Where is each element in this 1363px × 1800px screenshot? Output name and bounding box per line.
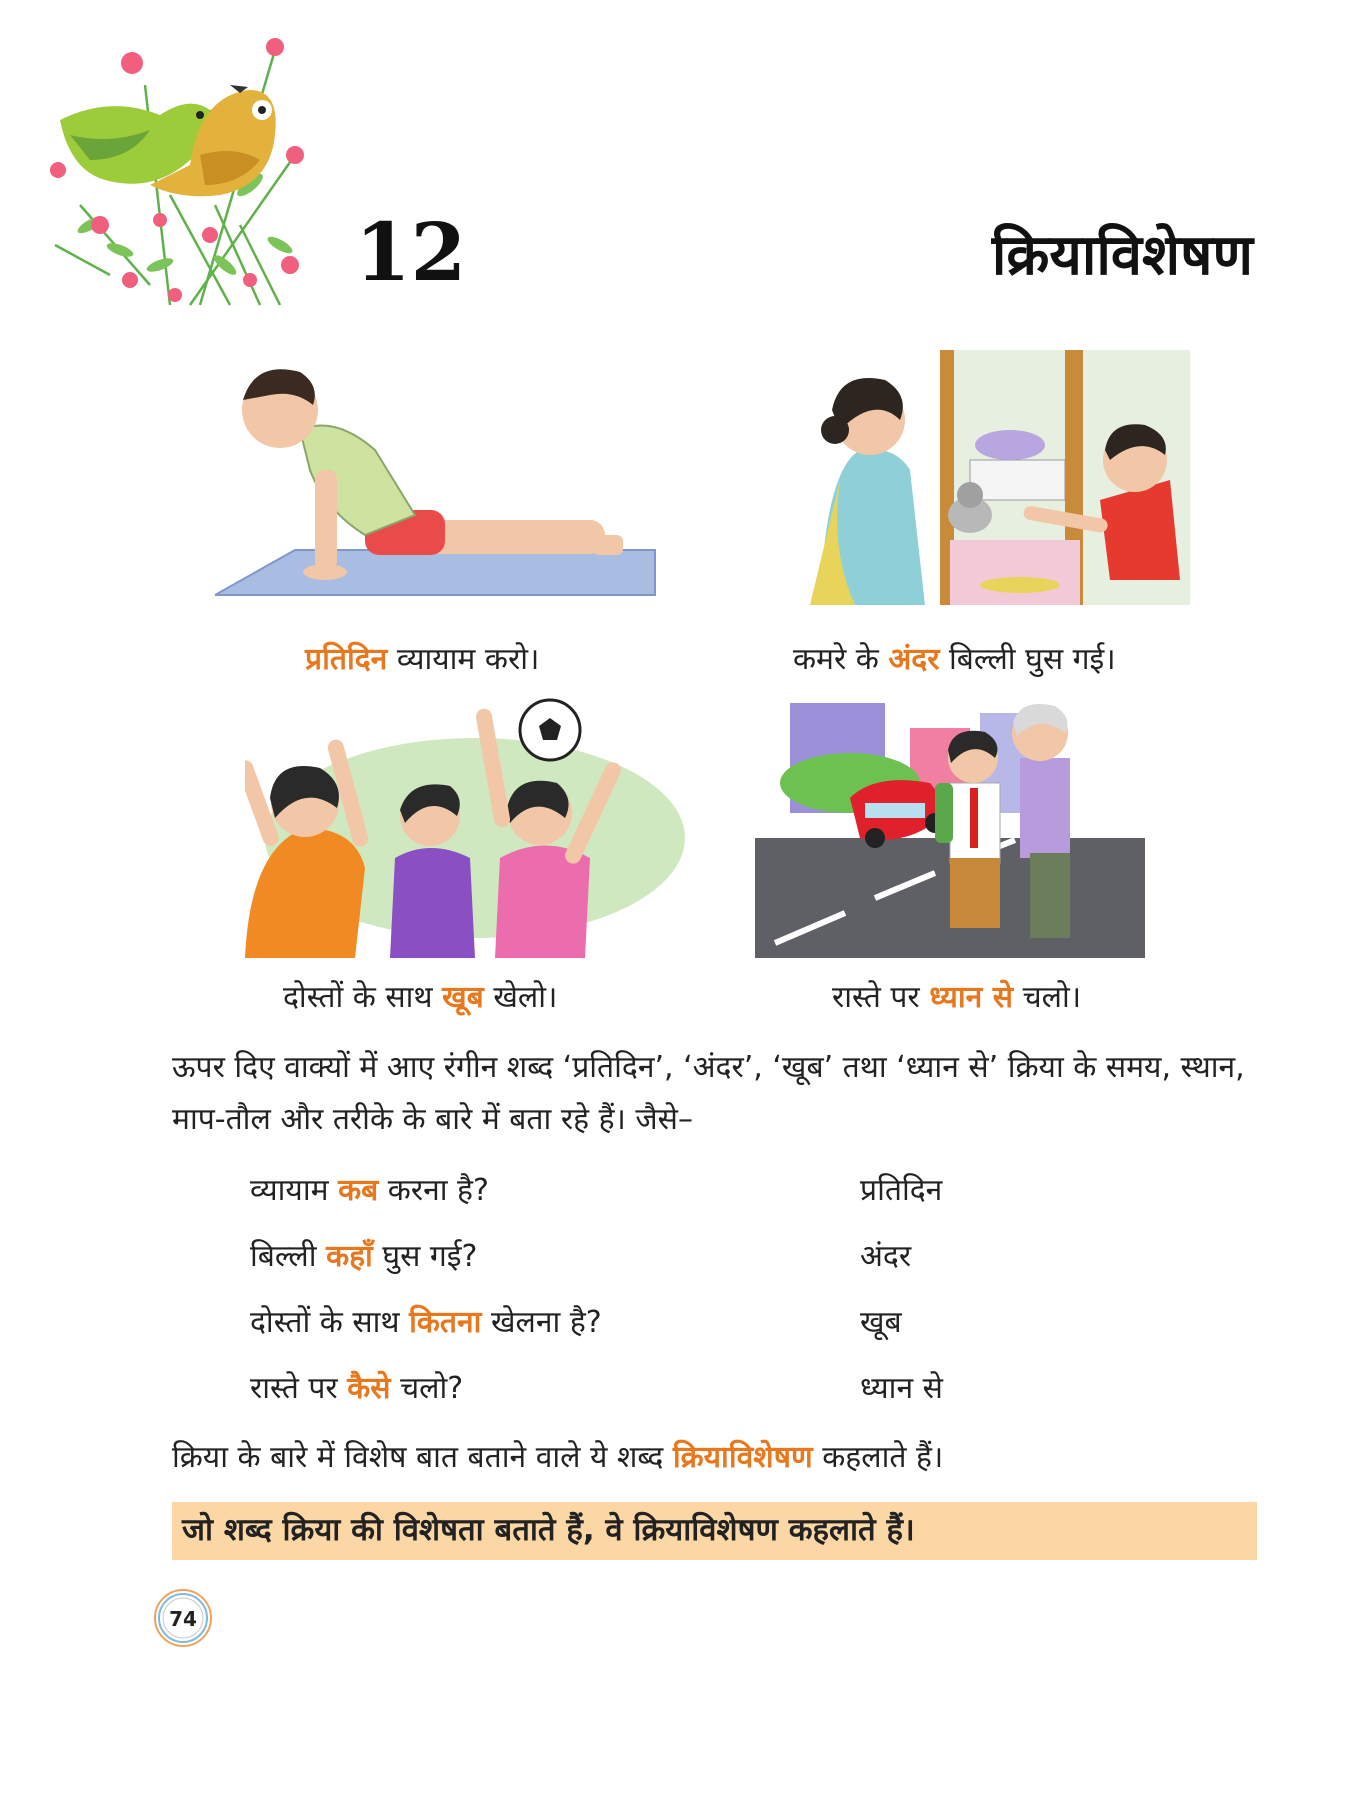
chapter-number: 12 [355,205,467,299]
answer-text: ध्यान से [860,1371,943,1406]
question-row: रास्ते पर कैसे चलो? [250,1371,464,1406]
friends-football-illustration [245,688,685,958]
chapter-title: क्रियाविशेषण [991,223,1253,288]
caption-room-cat: कमरे के अंदर बिल्ली घुस गई। [793,642,1116,677]
intro-paragraph: ऊपर दिए वाक्यों में आए रंगीन शब्द ‘प्रतिदिन’, ‘अंदर’, ‘खूब’ तथा ‘ध्यान से’ क्रिया के समय, स्थान, माप-तौल और तरीके के बारे में बता रहे हैं। जैसे– [172,1050,1245,1137]
caption-road-walking: रास्ते पर ध्यान से चलो। [832,980,1082,1015]
exercise-illustration [215,350,665,610]
page-number-badge [153,1588,213,1648]
definition-text: जो शब्द क्रिया की विशेषता बताते हैं, वे क्रियाविशेषण कहलाते हैं। [182,1512,915,1548]
question-row: व्यायाम कब करना है? [250,1173,489,1208]
question-row: बिल्ली कहाँ घुस गई? [250,1239,478,1274]
question-row: दोस्तों के साथ कितना खेलना है? [250,1305,602,1340]
caption-exercise: प्रतिदिन व्यायाम करो। [305,642,540,677]
answer-text: अंदर [860,1239,912,1274]
page-number: 74 [169,1607,197,1631]
answer-text: प्रतिदिन [860,1173,943,1208]
room-cat-illustration [800,350,1210,610]
road-walking-illustration [755,688,1145,958]
birds-flowers-illustration [50,35,350,315]
answer-text: खूब [860,1305,902,1340]
caption-friends-football: दोस्तों के साथ खूब खेलो। [283,980,558,1015]
summary-sentence: क्रिया के बारे में विशेष बात बताने वाले ये शब्द क्रियाविशेषण कहलाते हैं। [172,1440,944,1475]
